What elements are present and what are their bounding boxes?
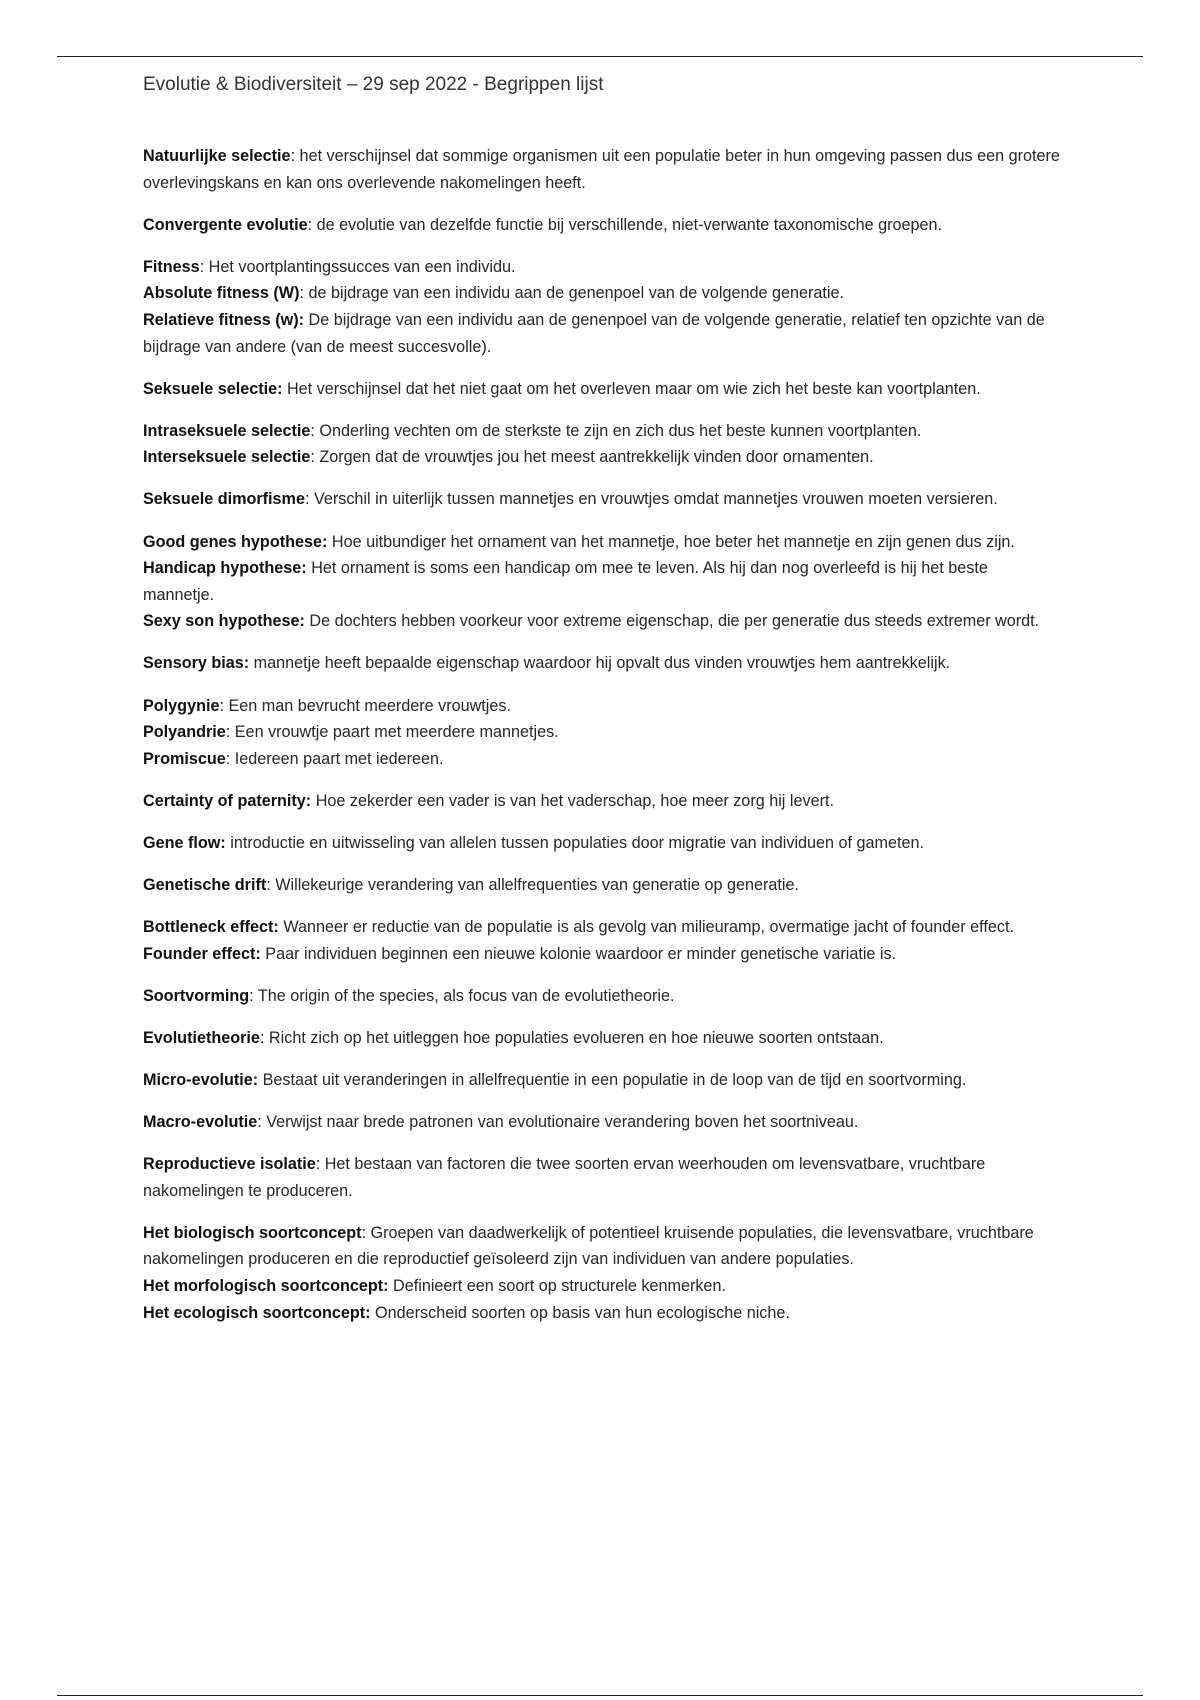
term-separator: : xyxy=(249,986,254,1005)
term-separator: : xyxy=(310,421,315,440)
term-group xyxy=(143,212,1063,239)
term: Certainty of paternity: xyxy=(143,791,312,810)
term: Founder effect: xyxy=(143,944,261,963)
definition: Hoe uitbundiger het ornament van het mannetje, hoe beter het mannetje en zijn genen dus zijn. xyxy=(327,532,1015,551)
term-group xyxy=(143,418,1063,471)
term-separator: : xyxy=(304,490,310,509)
glossary-entry xyxy=(143,830,1063,857)
term-separator: : xyxy=(225,749,231,768)
glossary-entry xyxy=(143,212,1063,239)
term-separator: : xyxy=(361,1223,367,1242)
definition: Zorgen dat de vrouwtjes jou het meest aantrekkelijk vinden door ornamenten. xyxy=(314,448,874,467)
term: Het biologisch soortconcept xyxy=(143,1223,362,1242)
glossary-entry xyxy=(143,608,1063,635)
term-group xyxy=(143,1025,1063,1052)
definition: The origin of the species, als focus van de evolutietheorie. xyxy=(253,986,675,1005)
glossary-entry xyxy=(143,376,1063,403)
glossary-entry xyxy=(143,444,1063,471)
definition: introductie en uitwisseling van allelen tussen populaties door migratie van individuen of gameten. xyxy=(225,833,925,852)
definition: Het ornament is soms een handicap om mee te leven. Als hij dan nog overleefd is hij het beste mannetje. xyxy=(143,559,988,604)
term-separator: : xyxy=(199,257,205,276)
glossary-entry xyxy=(143,307,1063,360)
term: Micro-evolutie: xyxy=(143,1070,259,1089)
definition: de bijdrage van een individu aan de genenpoel van de volgende generatie. xyxy=(303,284,844,303)
term: Sexy son hypothese: xyxy=(143,612,305,631)
term: Polygynie xyxy=(143,696,220,715)
glossary-entry xyxy=(143,254,1063,281)
term: Bottleneck effect: xyxy=(143,918,279,937)
definition: Verwijst naar brede patronen van evolutionaire verandering boven het soortniveau. xyxy=(261,1113,859,1132)
term-separator: : xyxy=(310,448,315,467)
glossary-entry xyxy=(143,555,1063,608)
term: Natuurlijke selectie xyxy=(143,147,291,165)
glossary-body xyxy=(143,143,1063,1342)
term: Seksuele selectie: xyxy=(143,379,283,398)
term: Reproductieve isolatie xyxy=(143,1155,316,1174)
glossary-entry xyxy=(143,1151,1063,1204)
definition: Verschil in uiterlijk tussen mannetjes en vrouwtjes omdat mannetjes vrouwen moeten versieren. xyxy=(309,490,998,509)
definition: Het voortplantingssucces van een individu. xyxy=(204,257,516,276)
glossary-entry xyxy=(143,1109,1063,1136)
term-group xyxy=(143,1067,1063,1094)
page-title: Evolutie & Biodiversiteit – 29 sep 2022 - Begrippen lijst xyxy=(143,74,604,95)
definition: Willekeurige verandering van allelfrequenties van generatie op generatie. xyxy=(270,875,799,894)
definition: Groepen van daadwerkelijk of potentieel kruisende populaties, die levensvatbare, vruchtbare nakomelingen produceren en die reproductief geïsoleerd zijn van individuen van andere populaties. xyxy=(143,1223,1034,1269)
term-separator: : xyxy=(266,875,271,894)
term-group xyxy=(143,254,1063,360)
term-group xyxy=(143,983,1063,1010)
term-group xyxy=(143,486,1063,513)
term-group xyxy=(143,872,1063,899)
glossary-entry xyxy=(143,1273,1063,1300)
term: Macro-evolutie xyxy=(143,1113,258,1132)
glossary-entry xyxy=(143,1067,1063,1094)
definition: Hoe zekerder een vader is van het vaderschap, hoe meer zorg hij levert. xyxy=(311,791,834,810)
definition: Het verschijnsel dat het niet gaat om het overleven maar om wie zich het beste kan voortplanten. xyxy=(282,379,981,398)
definition: Bestaat uit veranderingen in allelfrequentie in een populatie in de loop van de tijd en soortvorming. xyxy=(258,1070,967,1089)
term-separator: : xyxy=(257,1113,262,1132)
glossary-entry xyxy=(143,280,1063,307)
glossary-entry xyxy=(143,914,1063,941)
glossary-entry xyxy=(143,1220,1063,1273)
term-separator: : xyxy=(315,1155,321,1174)
term: Genetische drift xyxy=(143,875,267,894)
term: Seksuele dimorfisme xyxy=(143,490,305,509)
glossary-entry xyxy=(143,719,1063,746)
glossary-entry xyxy=(143,1025,1063,1052)
bottom-rule xyxy=(57,1695,1143,1696)
term-separator: : xyxy=(225,723,231,742)
term-group xyxy=(143,529,1063,635)
glossary-entry xyxy=(143,788,1063,815)
definition: Paar individuen beginnen een nieuwe kolonie waardoor er minder genetische variatie is. xyxy=(260,944,897,963)
term: Sensory bias: xyxy=(143,654,250,673)
definition: mannetje heeft bepaalde eigenschap waardoor hij opvalt dus vinden vrouwtjes hem aantrekkelijk. xyxy=(249,654,951,673)
glossary-entry xyxy=(143,529,1063,556)
term: Intraseksuele selectie xyxy=(143,421,311,440)
term: Absolute fitness (W) xyxy=(143,284,300,303)
term-group xyxy=(143,693,1063,773)
term: Fitness xyxy=(143,257,200,276)
term: Promiscue xyxy=(143,749,226,768)
glossary-entry xyxy=(143,650,1063,677)
definition: Onderscheid soorten op basis van hun ecologische niche. xyxy=(370,1303,790,1322)
definition: Definieert een soort op structurele kenmerken. xyxy=(388,1277,726,1295)
term: Polyandrie xyxy=(143,723,226,742)
term: Relatieve fitness (w): xyxy=(143,310,305,329)
definition: De dochters hebben voorkeur voor extreme eigenschap, die per generatie dus steeds extremer wordt. xyxy=(304,612,1040,631)
glossary-entry xyxy=(143,693,1063,720)
definition: de evolutie van dezelfde functie bij verschillende, niet-verwante taxonomische groepen. xyxy=(312,215,943,234)
term-group xyxy=(143,1220,1063,1326)
term-separator: : xyxy=(307,215,313,234)
term-group xyxy=(143,376,1063,403)
term: Evolutietheorie xyxy=(143,1028,260,1047)
definition: Een vrouwtje paart met meerdere mannetjes. xyxy=(230,723,559,742)
term-group xyxy=(143,1109,1063,1136)
glossary-entry xyxy=(143,746,1063,773)
glossary-entry xyxy=(143,418,1063,445)
glossary-entry xyxy=(143,872,1063,899)
definition: Onderling vechten om de sterkste te zijn en zich dus het beste kunnen voortplanten. xyxy=(314,421,922,440)
term: Het morfologisch soortconcept: xyxy=(143,1277,389,1295)
glossary-entry xyxy=(143,941,1063,968)
term-group xyxy=(143,830,1063,857)
term: Soortvorming xyxy=(143,986,250,1005)
term: Good genes hypothese: xyxy=(143,532,328,551)
term-group xyxy=(143,1151,1063,1204)
term-separator: : xyxy=(290,147,296,165)
glossary-entry xyxy=(143,143,1063,196)
term-group xyxy=(143,143,1063,196)
definition: het verschijnsel dat sommige organismen uit een populatie beter in hun omgeving passen dus een grotere overlevingskans en kan ons overlevende nakomelingen heeft. xyxy=(143,147,1060,192)
term-group xyxy=(143,650,1063,677)
definition: Richt zich op het uitleggen hoe populaties evolueren en hoe nieuwe soorten ontstaan. xyxy=(264,1028,884,1047)
term-group xyxy=(143,914,1063,967)
definition: De bijdrage van een individu aan de genenpoel van de volgende generatie, relatief ten opzichte van de bijdrage van andere (van de meest succesvolle). xyxy=(143,310,1045,356)
glossary-entry xyxy=(143,983,1063,1010)
term-separator: : xyxy=(259,1028,265,1047)
definition: Iedereen paart met iedereen. xyxy=(230,749,444,768)
term-separator: : xyxy=(299,284,304,303)
term: Gene flow: xyxy=(143,833,226,852)
term: Handicap hypothese: xyxy=(143,559,307,578)
glossary-entry xyxy=(143,486,1063,513)
definition: Wanneer er reductie van de populatie is als gevolg van milieuramp, overmatige jacht of founder effect. xyxy=(278,918,1014,937)
term-group xyxy=(143,788,1063,815)
top-rule xyxy=(57,56,1143,57)
glossary-entry xyxy=(143,1300,1063,1327)
term-separator: : xyxy=(219,696,224,715)
term: Het ecologisch soortconcept: xyxy=(143,1303,371,1322)
term: Convergente evolutie xyxy=(143,215,308,234)
term: Interseksuele selectie xyxy=(143,448,311,467)
definition: Een man bevrucht meerdere vrouwtjes. xyxy=(223,696,511,715)
definition: Het bestaan van factoren die twee soorten ervan weerhouden om levensvatbare, vruchtbare nakomelingen te produceren. xyxy=(143,1155,986,1200)
